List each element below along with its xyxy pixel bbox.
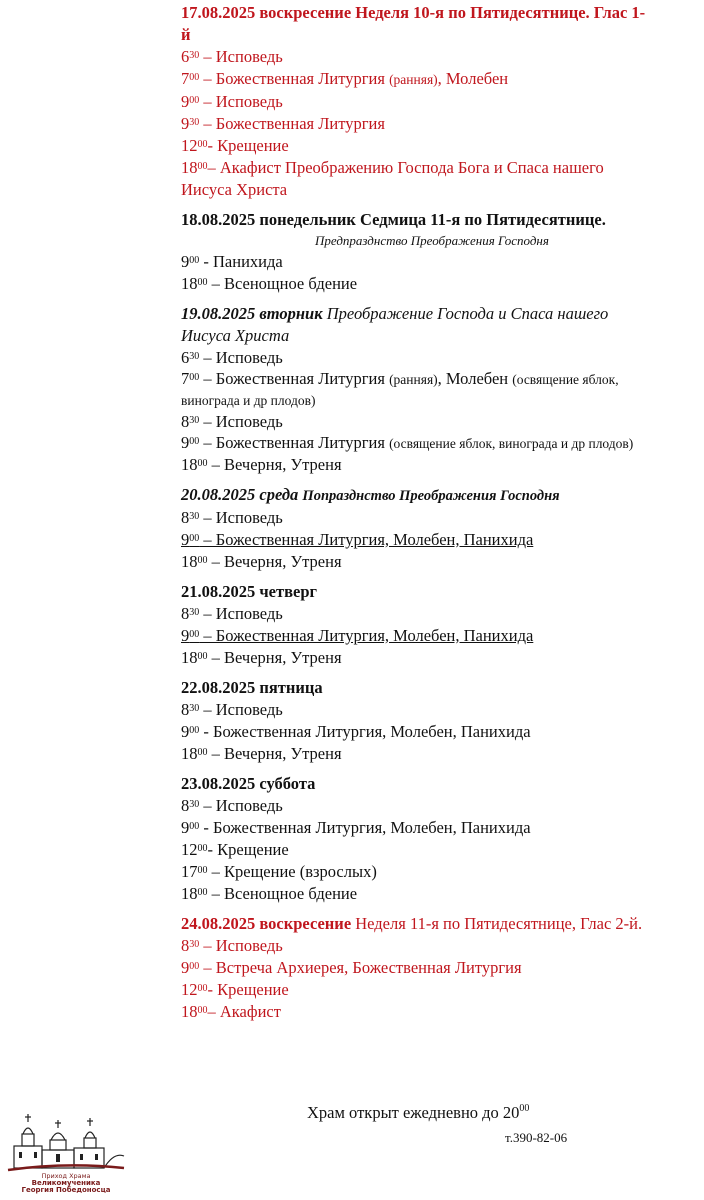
service-text: – Божественная Литургия bbox=[199, 433, 390, 452]
heading-part: 19.08.2025 вторник bbox=[181, 304, 327, 323]
service-text: - Панихида bbox=[199, 252, 283, 271]
service-entry bbox=[181, 935, 651, 957]
day-block bbox=[181, 773, 651, 905]
day-heading bbox=[181, 913, 651, 935]
logo-line-2: Великомученика bbox=[31, 1179, 101, 1187]
opening-hours: Храм открыт ежедневно до $20^{00}$ bbox=[307, 1103, 530, 1122]
feast-note: Предпразднство Преображения Господня bbox=[315, 233, 549, 248]
service-time bbox=[181, 433, 199, 452]
service-entry bbox=[181, 743, 651, 765]
service-entry bbox=[181, 91, 651, 113]
service-text: – Исповедь bbox=[199, 700, 283, 719]
service-entry bbox=[181, 957, 651, 979]
time-minutes: 30 bbox=[189, 799, 200, 810]
closing-time: $20^{00}$ bbox=[502, 1103, 530, 1122]
service-text: - Крещение bbox=[207, 980, 289, 999]
day-heading bbox=[181, 2, 651, 46]
day-heading bbox=[181, 677, 651, 699]
service-time bbox=[181, 796, 199, 815]
service-time bbox=[181, 722, 199, 741]
time-hour: 7 bbox=[181, 369, 190, 388]
service-text: – Встреча Архиерея, Божественная Литургия bbox=[199, 958, 522, 977]
service-entry bbox=[181, 113, 651, 135]
time-hour: 9 bbox=[181, 818, 190, 837]
service-text: – Исповедь bbox=[199, 412, 283, 431]
time-minutes: 00 bbox=[197, 887, 208, 898]
time-hour: 18 bbox=[181, 552, 198, 571]
time-minutes: 00 bbox=[197, 161, 208, 172]
service-text: (ранняя) bbox=[389, 372, 438, 387]
day-heading bbox=[181, 303, 651, 347]
time-minutes: 00 bbox=[197, 651, 208, 662]
time-minutes: 00 bbox=[189, 629, 200, 640]
time-hour: 8 bbox=[181, 508, 190, 527]
service-time bbox=[181, 136, 208, 155]
time-hour: 18 bbox=[181, 274, 198, 293]
service-time bbox=[181, 252, 199, 271]
time-hour: 18 bbox=[181, 744, 198, 763]
service-entry bbox=[181, 551, 651, 573]
service-time bbox=[181, 818, 199, 837]
heading-part: 20.08.2025 среда bbox=[181, 485, 303, 504]
heading-part: 22.08.2025 пятница bbox=[181, 678, 323, 697]
service-time bbox=[181, 348, 199, 367]
logo-line-3: Георгия Победоносца bbox=[21, 1186, 111, 1194]
time-minutes: 00 bbox=[189, 533, 200, 544]
service-text: – Всенощное бдение bbox=[207, 274, 358, 293]
time-hour: 9 bbox=[181, 722, 190, 741]
service-time bbox=[181, 744, 208, 763]
service-entry bbox=[181, 883, 651, 905]
time-minutes: 00 bbox=[189, 95, 200, 106]
time-minutes: 00 bbox=[189, 436, 200, 447]
service-entry bbox=[181, 157, 651, 201]
service-entry bbox=[181, 433, 651, 454]
time-minutes: 30 bbox=[189, 939, 200, 950]
service-time bbox=[181, 47, 199, 66]
service-time bbox=[181, 700, 199, 719]
service-entry bbox=[181, 603, 651, 625]
heading-part: 23.08.2025 суббота bbox=[181, 774, 316, 793]
service-text: – Всенощное бдение bbox=[207, 884, 358, 903]
service-text: , Молебен bbox=[437, 369, 513, 388]
heading-part: Попразднство Преображения Господня bbox=[302, 488, 560, 504]
service-text: – Крещение (взрослых) bbox=[207, 862, 377, 881]
service-entry bbox=[181, 369, 651, 411]
time-minutes: 00 bbox=[197, 555, 208, 566]
time-hour: 18 bbox=[181, 455, 198, 474]
service-text: (освящение яблок, винограда и др плодов) bbox=[181, 372, 619, 408]
time-hour: 6 bbox=[181, 348, 190, 367]
service-text: – Исповедь bbox=[199, 508, 283, 527]
service-entry bbox=[181, 251, 651, 273]
service-entry bbox=[181, 411, 651, 433]
service-entry bbox=[181, 861, 651, 883]
time-minutes: 00 bbox=[197, 747, 208, 758]
service-entry bbox=[181, 529, 651, 551]
service-text: – Исповедь bbox=[199, 936, 283, 955]
time-minutes: 30 bbox=[189, 607, 200, 618]
service-entry bbox=[181, 721, 651, 743]
time-minutes: 00 bbox=[189, 72, 200, 83]
service-text: – Божественная Литургия bbox=[199, 69, 390, 88]
service-time bbox=[181, 884, 208, 903]
schedule bbox=[181, 2, 651, 1031]
time-hour: 9 bbox=[181, 252, 190, 271]
service-text: (освящение яблок, винограда и др плодов) bbox=[389, 436, 634, 451]
service-text: – Исповедь bbox=[199, 92, 283, 111]
service-time bbox=[181, 862, 208, 881]
service-time bbox=[181, 369, 199, 388]
day-block bbox=[181, 303, 651, 476]
service-text: – Божественная Литургия bbox=[199, 369, 390, 388]
heading-part: 18.08.2025 понедельник Седмица 11-я по Пятидесятнице. bbox=[181, 210, 606, 229]
service-time bbox=[181, 114, 199, 133]
day-block bbox=[181, 484, 651, 573]
time-minutes: 00 bbox=[189, 961, 200, 972]
time-hour: 7 bbox=[181, 69, 190, 88]
time-hour: 18 bbox=[181, 884, 198, 903]
time-hour: 8 bbox=[181, 412, 190, 431]
service-text: – Вечерня, Утреня bbox=[207, 648, 342, 667]
service-text: – Божественная Литургия bbox=[199, 114, 385, 133]
day-block bbox=[181, 581, 651, 669]
service-entry bbox=[181, 454, 651, 476]
heading-part: 17.08.2025 воскресение Неделя 10-я по Пятидесятнице. Глас 1-й bbox=[181, 3, 646, 44]
time-hour: 12 bbox=[181, 840, 198, 859]
day-heading bbox=[181, 209, 651, 231]
service-time bbox=[181, 980, 208, 999]
day-heading bbox=[181, 773, 651, 795]
service-entry bbox=[181, 507, 651, 529]
church-logo bbox=[6, 1112, 126, 1196]
service-entry bbox=[181, 1001, 651, 1023]
service-text: – Исповедь bbox=[199, 348, 283, 367]
time-hour: 17 bbox=[181, 862, 198, 881]
time-minutes: 30 bbox=[189, 117, 200, 128]
service-entry bbox=[181, 135, 651, 157]
service-entry bbox=[181, 625, 651, 647]
time-minutes: 00 bbox=[197, 843, 208, 854]
service-text: – Вечерня, Утреня bbox=[207, 552, 342, 571]
time-hour: 9 bbox=[181, 92, 190, 111]
time-minutes: 00 bbox=[197, 865, 208, 876]
time-minutes: 30 bbox=[189, 511, 200, 522]
day-block bbox=[181, 2, 651, 201]
service-entry bbox=[181, 817, 651, 839]
service-time bbox=[181, 455, 208, 474]
time-hour: 8 bbox=[181, 700, 190, 719]
time-hour: 9 bbox=[181, 626, 190, 645]
service-text: - Крещение bbox=[207, 840, 289, 859]
service-text: – Вечерня, Утреня bbox=[207, 744, 342, 763]
day-block bbox=[181, 913, 651, 1023]
time-hour: 8 bbox=[181, 796, 190, 815]
time-minutes: 00 bbox=[189, 725, 200, 736]
time-minutes: 00 bbox=[197, 1005, 208, 1016]
heading-part: Неделя 11-я по Пятидесятнице, Глас 2-й. bbox=[355, 914, 643, 933]
day-block bbox=[181, 209, 651, 295]
service-text: - Божественная Литургия, Молебен, Панихида bbox=[199, 722, 531, 741]
time-hour: 12 bbox=[181, 136, 198, 155]
time-minutes: 30 bbox=[189, 351, 200, 362]
time-minutes: 00 bbox=[189, 255, 200, 266]
service-entry bbox=[181, 68, 651, 91]
time-hour: 18 bbox=[181, 1002, 198, 1021]
service-time bbox=[181, 530, 199, 549]
time-minutes: 00 bbox=[197, 139, 208, 150]
time-minutes: 30 bbox=[189, 415, 200, 426]
service-text: - Божественная Литургия, Молебен, Панихида bbox=[199, 818, 531, 837]
time-minutes: 00 bbox=[197, 458, 208, 469]
time-hour: 9 bbox=[181, 530, 190, 549]
service-text: – Вечерня, Утреня bbox=[207, 455, 342, 474]
service-text: (ранняя) bbox=[389, 72, 438, 87]
service-entry bbox=[181, 273, 651, 295]
service-entry bbox=[181, 647, 651, 669]
time-minutes: 30 bbox=[189, 703, 200, 714]
service-entry bbox=[181, 795, 651, 817]
time-hour: 6 bbox=[181, 47, 190, 66]
service-time bbox=[181, 412, 199, 431]
time-hour: 9 bbox=[181, 114, 190, 133]
heading-part: 24.08.2025 воскресение bbox=[181, 914, 356, 933]
time-hour: 8 bbox=[181, 604, 190, 623]
time-minutes: 00 bbox=[197, 983, 208, 994]
service-time bbox=[181, 604, 199, 623]
service-text: – Исповедь bbox=[199, 604, 283, 623]
service-text: – Исповедь bbox=[199, 796, 283, 815]
day-block bbox=[181, 677, 651, 765]
day-heading bbox=[181, 484, 651, 507]
time-hour: 9 bbox=[181, 958, 190, 977]
service-time bbox=[181, 648, 208, 667]
time-hour: 8 bbox=[181, 936, 190, 955]
service-time bbox=[181, 552, 208, 571]
service-entry bbox=[181, 839, 651, 861]
service-entry bbox=[181, 699, 651, 721]
service-text: – Божественная Литургия, Молебен, Панихида bbox=[199, 626, 534, 645]
service-text: – Акафист Преображению Господа Бога и Спаса нашего Иисуса Христа bbox=[181, 158, 604, 199]
service-time bbox=[181, 626, 199, 645]
time-minutes: 00 bbox=[197, 277, 208, 288]
service-time bbox=[181, 69, 199, 88]
service-time bbox=[181, 840, 208, 859]
service-text: – Акафист bbox=[207, 1002, 281, 1021]
service-entry bbox=[181, 979, 651, 1001]
phone-number: т.390-82-06 bbox=[505, 1130, 568, 1145]
service-time bbox=[181, 274, 208, 293]
service-time bbox=[181, 958, 199, 977]
service-text: , Молебен bbox=[437, 69, 509, 88]
service-text: – Божественная Литургия, Молебен, Панихида bbox=[199, 530, 534, 549]
day-heading bbox=[181, 581, 651, 603]
church-icon bbox=[6, 1112, 126, 1174]
service-time bbox=[181, 508, 199, 527]
service-time bbox=[181, 158, 208, 177]
service-text: - Крещение bbox=[207, 136, 289, 155]
time-hour: 18 bbox=[181, 648, 198, 667]
service-time bbox=[181, 936, 199, 955]
heading-part: Преображение Господа и Спаса нашего Иисуса Христа bbox=[181, 304, 609, 345]
time-minutes: 00 bbox=[189, 821, 200, 832]
time-minutes: 30 bbox=[189, 50, 200, 61]
time-hour: 12 bbox=[181, 980, 198, 999]
time-minutes: 00 bbox=[189, 372, 200, 383]
heading-part: 21.08.2025 четверг bbox=[181, 582, 318, 601]
service-entry bbox=[181, 46, 651, 68]
time-hour: 9 bbox=[181, 433, 190, 452]
service-text: – Исповедь bbox=[199, 47, 283, 66]
service-entry bbox=[181, 347, 651, 369]
service-time bbox=[181, 92, 199, 111]
time-hour: 18 bbox=[181, 158, 198, 177]
service-time bbox=[181, 1002, 208, 1021]
logo-line-1: Приход Храма bbox=[41, 1172, 91, 1180]
